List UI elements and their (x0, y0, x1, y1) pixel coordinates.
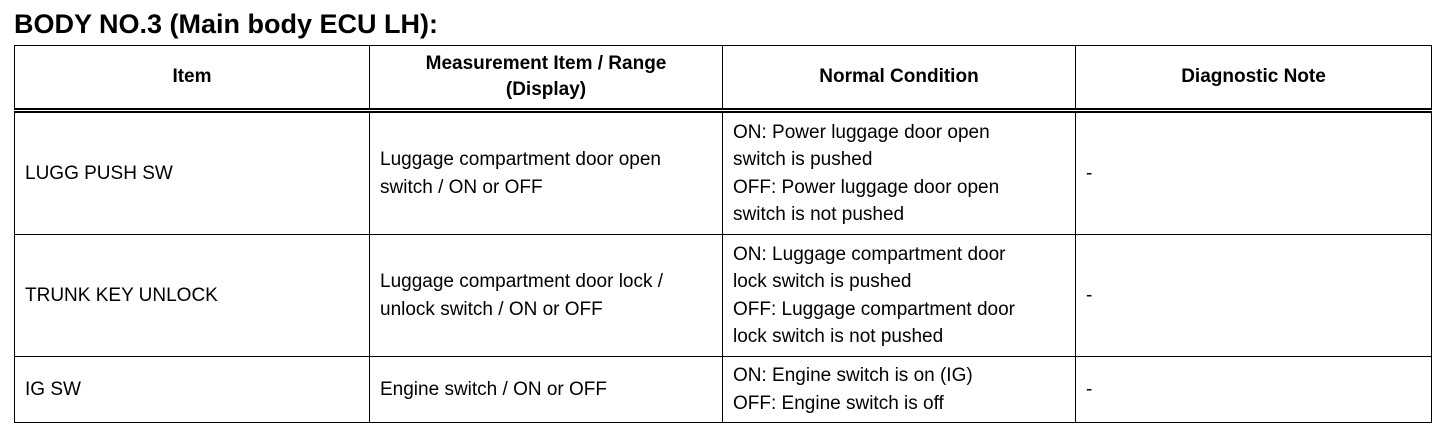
header-measurement-line: Measurement Item / Range (425, 53, 667, 74)
item-cell: TRUNK KEY UNLOCK (15, 235, 370, 357)
normal-condition-cell (723, 357, 1076, 423)
measurement-cell (370, 235, 723, 357)
header-diagnostic-note: Diagnostic Note (1076, 46, 1432, 111)
measurement-line: Luggage compartment door lock / (380, 271, 664, 292)
header-measurement (370, 46, 723, 111)
condition-line: lock switch is not pushed (733, 326, 944, 347)
condition-line: switch is not pushed (733, 204, 905, 225)
measurement-cell (370, 357, 723, 423)
diagnostic-note-cell: - (1076, 111, 1432, 235)
header-row (15, 46, 1432, 111)
condition-line: OFF: Power luggage door open (733, 176, 1000, 198)
header-measurement-line: (Display) (505, 79, 587, 100)
condition-line: ON: Luggage compartment door (733, 243, 1006, 265)
item-cell: LUGG PUSH SW (15, 111, 370, 235)
measurement-line: Luggage compartment door open (380, 149, 661, 170)
header-normal-condition: Normal Condition (723, 46, 1076, 111)
page-title: BODY NO.3 (Main body ECU LH): (14, 9, 439, 39)
condition-line: ON: Engine switch is on (IG) (733, 365, 973, 386)
condition-line: OFF: Luggage compartment door (733, 298, 1015, 320)
condition-line: lock switch is pushed (733, 271, 912, 292)
normal-condition-cell (723, 111, 1076, 235)
item-cell: IG SW (15, 357, 370, 423)
measurement-cell (370, 111, 723, 235)
condition-line: ON: Power luggage door open (733, 121, 990, 143)
normal-condition-cell (723, 235, 1076, 357)
measurement-line: switch / ON or OFF (380, 176, 543, 198)
data-table (14, 45, 1432, 423)
table-header (15, 46, 1432, 111)
diagnostic-note-cell: - (1076, 235, 1432, 357)
table-row (15, 111, 1432, 235)
condition-line: OFF: Engine switch is off (733, 392, 944, 414)
header-item: Item (15, 46, 370, 111)
table-row (15, 357, 1432, 423)
diagnostic-note-cell: - (1076, 357, 1432, 423)
measurement-line: unlock switch / ON or OFF (380, 298, 603, 320)
measurement-line: Engine switch / ON or OFF (380, 378, 608, 400)
table-row (15, 235, 1432, 357)
condition-line: switch is pushed (733, 149, 873, 170)
